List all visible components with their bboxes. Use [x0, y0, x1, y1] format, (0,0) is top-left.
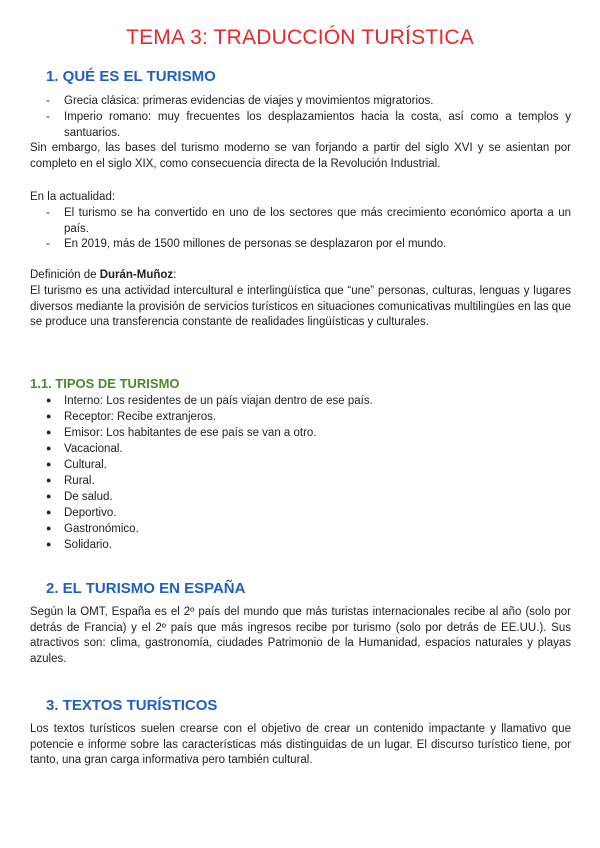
bullet-icon: ●	[46, 539, 52, 549]
bullet-icon: ●	[46, 427, 52, 437]
list-item	[46, 408, 216, 425]
bullet-icon: ●	[46, 443, 52, 453]
list-item	[46, 424, 317, 441]
definition-author: Durán-Muñoz	[99, 269, 174, 281]
list-item-text: Grecia clásica: primeras evidencias de viajes y movimientos migratorios.	[64, 95, 434, 107]
list-item	[46, 94, 571, 110]
definition-prefix: Definición de	[30, 269, 100, 281]
list-item-text: Interno: Los residentes de un país viajan dentro de ese país.	[64, 395, 373, 407]
list-item-text: Imperio romano: muy frecuentes los desplazamientos hacia la costa, así como a templos y santuarios.	[64, 111, 571, 139]
list-item-text: Deportivo.	[64, 507, 117, 519]
section-2-heading: 2. EL TURISMO EN ESPAÑA	[46, 580, 246, 597]
dash-marker: -	[46, 207, 50, 219]
bullet-icon: ●	[46, 459, 52, 469]
definition-suffix: :	[173, 269, 177, 281]
list-item-text: Gastronómico.	[64, 523, 139, 535]
list-item	[46, 440, 123, 457]
paragraph-spain: Según la OMT, España es el 2º país del mundo que más turistas internacionales recibe al año (solo por detrás de Francia) y el 2º país que más ingresos recibe por turismo (solo por detrás de EE.UU.). Sus atractivos son: clima, gastronomía, ciudades Patrimonio de la Humanidad, espacios naturales y playas azules.	[30, 606, 571, 665]
paragraph-textos: Los textos turísticos suelen crearse con el objetivo de crear un contenido impactante y llamativo que potencie e informe sobre las características más distinguidas de un lugar. El discurso turístico tiene, por tanto, una gran carga informativa pero también cultural.	[30, 723, 571, 766]
list-item	[46, 110, 571, 141]
bullet-icon: ●	[46, 523, 52, 533]
list-item	[46, 206, 571, 237]
list-item	[46, 472, 95, 489]
list-item-text: El turismo se ha convertido en uno de los sectores que más crecimiento económico aporta a un país.	[64, 207, 571, 235]
list-item-text: Emisor: Los habitantes de ese país se van a otro.	[64, 427, 317, 439]
bullet-icon: ●	[46, 475, 52, 485]
dash-marker: -	[46, 111, 50, 123]
bullet-icon: ●	[46, 507, 52, 517]
list-item	[46, 237, 571, 253]
dash-marker: -	[46, 238, 50, 250]
section-1-1-heading: 1.1. TIPOS DE TURISMO	[30, 376, 180, 391]
list-item-text: Vacacional.	[64, 443, 123, 455]
section-1-heading: 1. QUÉ ES EL TURISMO	[46, 68, 216, 85]
list-item-text: Rural.	[64, 475, 95, 487]
list-item	[46, 392, 373, 409]
list-item	[46, 504, 116, 521]
section-3-heading: 3. TEXTOS TURÍSTICOS	[46, 697, 218, 714]
paragraph-history: Sin embargo, las bases del turismo moderno se van forjando a partir del siglo XVI y se asientan por completo en el siglo XIX, como consecuencia directa de la Revolución Industrial.	[30, 142, 571, 170]
dash-marker: -	[46, 95, 50, 107]
list-item-text: En 2019, más de 1500 millones de personas se desplazaron por el mundo.	[64, 238, 447, 250]
list-item-text: Solidario.	[64, 539, 112, 551]
bullet-icon: ●	[46, 491, 52, 501]
list-item	[46, 536, 112, 553]
list-item-text: Cultural.	[64, 459, 107, 471]
list-item	[46, 488, 113, 505]
list-item	[46, 520, 139, 537]
paragraph-actualidad: En la actualidad:	[30, 191, 116, 203]
list-item-text: Receptor: Recibe extranjeros.	[64, 411, 217, 423]
definition-text: El turismo es una actividad intercultural e interlingüística que “une” personas, culturas, lenguas y lugares diversos mediante la provisión de servicios turísticos en situaciones comunicativas multilingües en las que se produce una transferencia constante de realidades lingüísticas y culturales.	[30, 285, 571, 328]
page-title: TEMA 3: TRADUCCIÓN TURÍSTICA	[126, 26, 474, 49]
definition-label	[30, 268, 571, 284]
bullet-icon: ●	[46, 411, 52, 421]
bullet-icon: ●	[46, 395, 52, 405]
list-item	[46, 456, 107, 473]
list-item-text: De salud.	[64, 491, 113, 503]
